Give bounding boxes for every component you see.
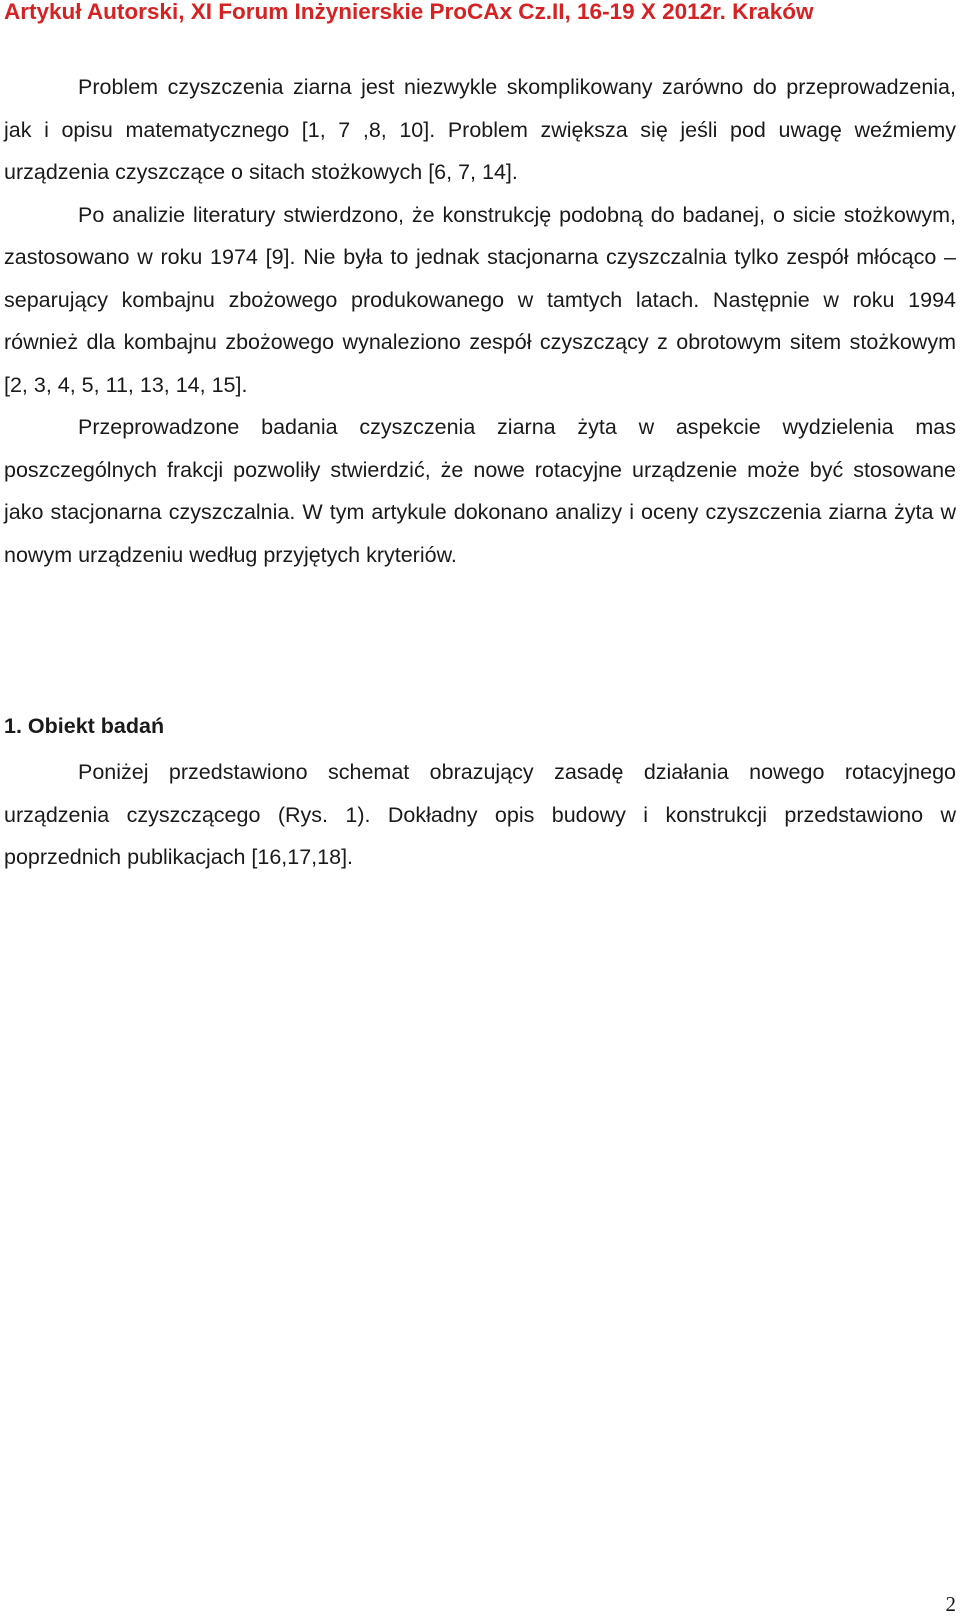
page-number: 2 xyxy=(945,1592,956,1616)
section-heading: 1. Obiekt badań xyxy=(4,714,165,738)
paragraph: Problem czyszczenia ziarna jest niezwykle skomplikowany zarówno do przeprowadzenia, jak i opisu matematycznego [1, 7 ,8, 10]. Problem zwiększa się jeśli pod uwagę weźmiemy urządzenia czyszczące o sitach stożkowych [6, 7, 14]. xyxy=(4,75,956,184)
paragraph: Przeprowadzone badania czyszczenia ziarna żyta w aspekcie wydzielenia mas poszczególnych frakcji pozwoliły stwierdzić, że nowe rotacyjne urządzenie może być stosowane jako stacjonarna czyszczalnia. W tym artykule dokonano analizy i oceny czyszczenia ziarna żyta w nowym urządzeniu według przyjętych kryteriów. xyxy=(4,415,956,567)
running-header: Artykuł Autorski, XI Forum Inżynierskie ProCAx Cz.II, 16-19 X 2012r. Kraków xyxy=(4,0,814,24)
intro-body xyxy=(4,66,956,576)
paragraph: Po analizie literatury stwierdzono, że konstrukcję podobną do badanej, o sicie stożkowym, zastosowano w roku 1974 [9]. Nie była to jednak stacjonarna czyszczalnia tylko zespół młócąco – separujący kombajnu zbożowego produkowanego w tamtych latach. Następnie w roku 1994 również dla kombajnu zbożowego wynaleziono zespół czyszczący z obrotowym sitem stożkowym [2, 3, 4, 5, 11, 13, 14, 15]. xyxy=(4,202,956,397)
paragraph: Poniżej przedstawiono schemat obrazujący zasadę działania nowego rotacyjnego urządzenia czyszczącego (Rys. 1). Dokładny opis budowy i konstrukcji przedstawiono w poprzednich publikacjach [16,17,18]. xyxy=(4,760,956,869)
section-body xyxy=(4,751,956,879)
